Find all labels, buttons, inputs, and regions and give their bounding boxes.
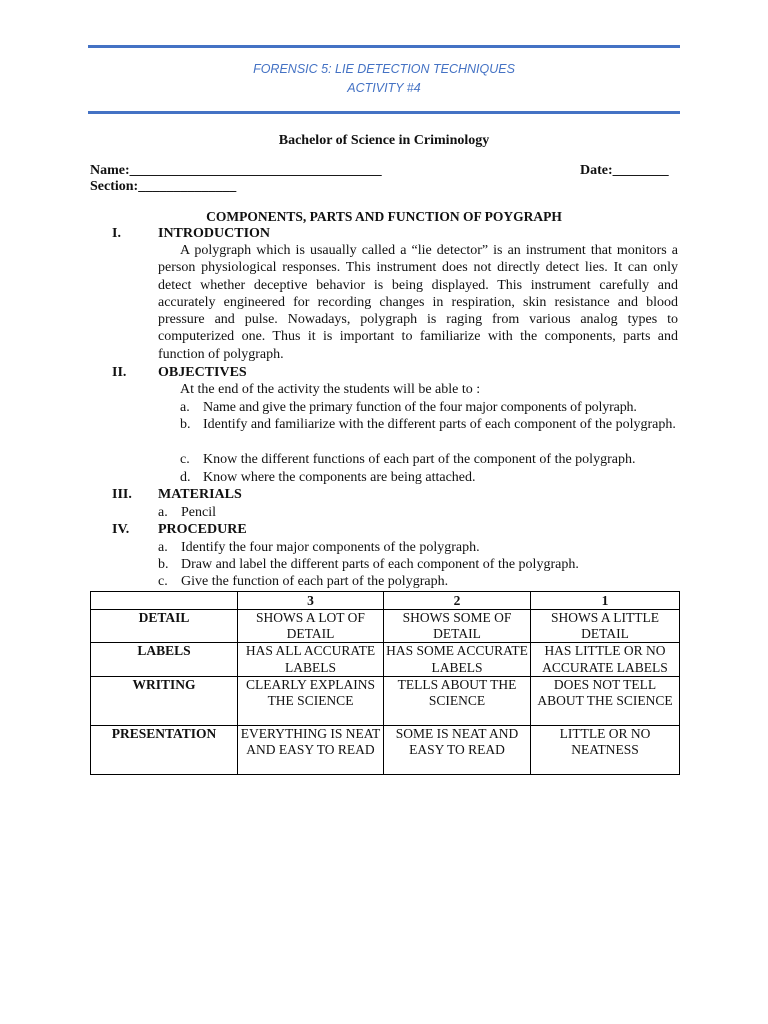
header-title: FORENSIC 5: LIE DETECTION TECHNIQUES: [253, 62, 515, 76]
section-number-procedure: IV.: [112, 522, 130, 537]
section-number-intro: I.: [112, 226, 121, 241]
header-top-rule: [88, 45, 680, 48]
table-row-label: PRESENTATION: [91, 725, 238, 774]
list-letter: c.: [158, 574, 168, 589]
list-text: Pencil: [181, 505, 216, 520]
list-text: Draw and label the different parts of each component of the polygraph.: [181, 557, 579, 572]
table-cell: TELLS ABOUT THE SCIENCE: [384, 676, 531, 725]
table-cell: HAS LITTLE OR NO ACCURATE LABELS: [531, 643, 680, 676]
rubric-table: [90, 591, 680, 775]
table-header-cell: 2: [384, 592, 531, 610]
table-row-label: DETAIL: [91, 610, 238, 643]
table-cell: SHOWS A LITTLE DETAIL: [531, 610, 680, 643]
list-text: Give the function of each part of the polygraph.: [181, 574, 449, 589]
table-row: [91, 725, 680, 774]
table-cell: SHOWS SOME OF DETAIL: [384, 610, 531, 643]
table-header-cell: [91, 592, 238, 610]
list-letter: a.: [158, 505, 168, 520]
header-subtitle: ACTIVITY #4: [347, 81, 421, 95]
table-cell: HAS ALL ACCURATE LABELS: [238, 643, 384, 676]
table-row-label: LABELS: [91, 643, 238, 676]
name-field: Name:____________________________________: [90, 163, 382, 178]
list-letter: c.: [180, 452, 190, 467]
table-row: [91, 610, 680, 643]
table-header-cell: 1: [531, 592, 680, 610]
table-header-row: [91, 592, 680, 610]
list-text: Identify the four major components of the polygraph.: [181, 540, 480, 555]
table-row: [91, 643, 680, 676]
table-cell: EVERYTHING IS NEAT AND EASY TO READ: [238, 725, 384, 774]
intro-paragraph: A polygraph which is usaually called a “lie detector” is an instrument that monitors a person physiological responses. This instrument does not directly detect lies. It can only detect whether deceptive behavior is being displayed. This instrument carefully and accurately engineered for recording changes in respiration, skin resistance and blood pressure and pulse. Nowadays, polygraph is raging from various analog types to computerized one. Thus it is important to familiarize with the components, parts and function of polygraph.: [158, 243, 678, 362]
table-cell: SHOWS A LOT OF DETAIL: [238, 610, 384, 643]
section-heading-objectives: OBJECTIVES: [158, 365, 247, 380]
section-number-objectives: II.: [112, 365, 127, 380]
date-field: Date:________: [580, 163, 669, 178]
list-text: Know where the components are being attached.: [203, 470, 476, 485]
list-letter: b.: [158, 557, 169, 572]
list-letter: b.: [180, 417, 191, 432]
table-cell: SOME IS NEAT AND EASY TO READ: [384, 725, 531, 774]
list-text: Identify and familiarize with the different parts of each component of the polygraph.: [203, 417, 676, 432]
list-letter: a.: [158, 540, 168, 555]
program-title: Bachelor of Science in Criminology: [278, 133, 490, 148]
table-cell: HAS SOME ACCURATE LABELS: [384, 643, 531, 676]
table-row-label: WRITING: [91, 676, 238, 725]
section-field: Section:______________: [90, 179, 237, 194]
document-title: COMPONENTS, PARTS AND FUNCTION OF POYGRAPH: [206, 209, 562, 224]
list-text: Name and give the primary function of the four major components of polyraph.: [203, 400, 637, 415]
objectives-lead: At the end of the activity the students will be able to :: [180, 382, 481, 397]
list-letter: a.: [180, 400, 190, 415]
table-cell: CLEARLY EXPLAINS THE SCIENCE: [238, 676, 384, 725]
section-heading-materials: MATERIALS: [158, 487, 242, 502]
table-cell: LITTLE OR NO NEATNESS: [531, 725, 680, 774]
section-heading-intro: INTRODUCTION: [158, 226, 271, 241]
section-heading-procedure: PROCEDURE: [158, 522, 247, 537]
header-bottom-rule: [88, 111, 680, 114]
table-header-cell: 3: [238, 592, 384, 610]
table-row: [91, 676, 680, 725]
table-cell: DOES NOT TELL ABOUT THE SCIENCE: [531, 676, 680, 725]
list-text: Know the different functions of each part of the component of the polygraph.: [203, 452, 636, 467]
list-letter: d.: [180, 470, 191, 485]
section-number-materials: III.: [112, 487, 132, 502]
